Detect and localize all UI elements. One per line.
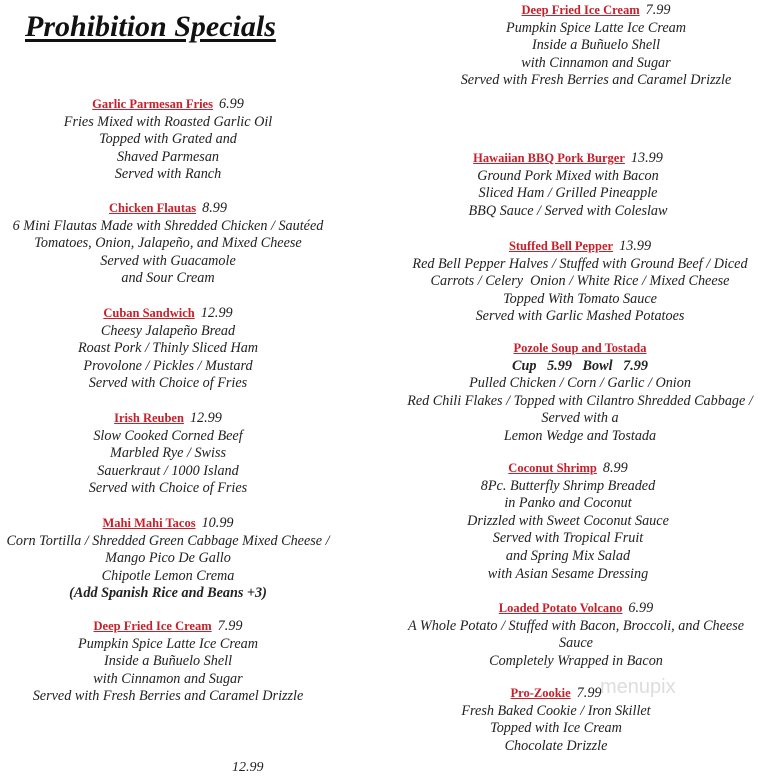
item-name: Loaded Potato Volcano [498,601,623,615]
item-description-line: Sauce [559,635,593,652]
item-description-line: Served with Ranch [114,166,222,183]
item-name: Pro-Zookie [510,686,571,700]
item-description-line: Served with Choice of Fries [88,375,248,392]
item-description-line: Provolone / Pickles / Mustard [83,357,253,374]
menu-item [467,460,669,583]
item-description-line: Sliced Ham / Grilled Pineapple [478,185,658,202]
menu-item [89,410,247,498]
cut-off-price: 12.99 [232,760,264,775]
item-description-line: Served with Fresh Berries and Caramel Drizzle [32,688,304,705]
item-description-line: Red Chili Flakes / Topped with Cilantro Shredded Cabbage / [407,392,753,409]
item-name: Cuban Sandwich [103,306,195,320]
item-description-line: Marbled Rye / Swiss [110,445,226,462]
item-name: Deep Fried Ice Cream [521,3,640,17]
item-description-line: Corn Tortilla / Shredded Green Cabbage Mixed Cheese / [6,532,330,549]
item-header [78,305,258,323]
item-price: 10.99 [201,515,234,531]
item-description-line: Chocolate Drizzle [504,737,608,754]
item-description-line: Roast Pork / Thinly Sliced Ham [77,340,259,357]
item-description-line: in Panko and Coconut [504,495,632,512]
item-note: (Add Spanish Rice and Beans +3) [69,585,267,602]
menu-item [412,238,747,326]
item-header [64,96,272,114]
item-description-line: Fresh Baked Cookie / Iron Skillet [461,702,651,719]
menu-item [64,96,272,184]
page-title: Prohibition Specials [25,10,276,43]
item-description-line: Sauerkraut / 1000 Island [97,462,239,479]
item-description-line: Tomatoes, Onion, Jalapeño, and Mixed Cheese [34,235,302,252]
item-description-line: and Spring Mix Salad [505,547,631,564]
item-header [461,2,732,20]
menu-item [407,340,753,446]
item-description-line: and Sour Cream [121,270,215,287]
item-description-line: 8Pc. Butterfly Shrimp Breaded [480,477,656,494]
item-name: Mahi Mahi Tacos [102,516,196,530]
item-description-line: A Whole Potato / Stuffed with Bacon, Broccoli, and Cheese [407,617,745,634]
watermark: menupix [600,676,676,698]
item-price: 8.99 [202,200,227,216]
item-description-line: with Asian Sesame Dressing [487,565,649,582]
item-description-line: Topped with Grated and [99,131,237,148]
item-description-line: Ground Pork Mixed with Bacon [477,167,659,184]
menu-item [461,2,732,90]
item-description-line: 6 Mini Flautas Made with Shredded Chicken / Sautéed [12,217,324,234]
item-name: Garlic Parmesan Fries [92,97,213,111]
item-price: 13.99 [619,238,652,254]
item-description-line: Chipotle Lemon Crema [101,567,235,584]
item-description-line: Inside a Buñuelo Shell [531,37,661,54]
item-description-line: Served with Choice of Fries [88,480,248,497]
item-name: Pozole Soup and Tostada [513,341,647,355]
item-description-line: Lemon Wedge and Tostada [503,427,657,444]
item-name: Deep Fried Ice Cream [93,619,212,633]
item-description-line: Served with Garlic Mashed Potatoes [475,308,685,325]
item-description-line: Served with Guacamole [100,252,236,269]
item-description-line: Carrots / Celery Onion / White Rice / Mixed Cheese [430,273,730,290]
item-description-line: Topped With Tomato Sauce [503,290,657,307]
item-name: Hawaiian BBQ Pork Burger [473,151,625,165]
menu-item [13,200,324,288]
item-price: 6.99 [628,600,654,616]
item-description-line: Fries Mixed with Roasted Garlic Oil [63,113,273,130]
item-price: 12.99 [189,410,222,426]
menu-item [469,150,668,220]
item-header [469,150,668,168]
item-description-line: Cheesy Jalapeño Bread [100,322,236,339]
item-price: 13.99 [630,150,663,166]
item-description-line: Drizzled with Sweet Coconut Sauce [467,512,669,529]
item-description-line: Pulled Chicken / Corn / Garlic / Onion [469,375,691,392]
item-price: 7.99 [645,2,671,18]
item-description-line: BBQ Sauce / Served with Coleslaw [468,202,668,219]
item-description-line: Slow Cooked Corned Beef [93,427,243,444]
item-description-line: Pumpkin Spice Latte Ice Cream [506,19,686,36]
item-description-line: with Cinnamon and Sugar [93,670,243,687]
menu-item [33,618,304,706]
item-name: Irish Reuben [114,411,184,425]
item-description-line: Served with Tropical Fruit [492,530,644,547]
item-header [89,410,247,428]
item-header [467,460,669,478]
item-name: Stuffed Bell Pepper [508,239,614,253]
item-price: 7.99 [576,685,602,701]
item-header [408,600,744,618]
item-description-line: Mango Pico De Gallo [105,550,231,567]
item-description-line: Topped with Ice Cream [490,720,622,737]
menu-item [408,600,744,670]
item-price: 6.99 [218,96,244,112]
item-description-line: Served with Fresh Berries and Caramel Drizzle [460,72,732,89]
item-description-line: Red Bell Pepper Halves / Stuffed with Ground Beef / Diced [412,255,748,272]
item-header [33,618,304,636]
item-note: Cup 5.99 Bowl 7.99 [512,357,648,374]
item-description-line: Served with a [541,410,619,427]
item-price: 12.99 [200,305,233,321]
item-description-line: Shaved Parmesan [116,148,220,165]
item-header [407,340,753,358]
item-description-line: Pumpkin Spice Latte Ice Cream [78,635,258,652]
menu-item [6,515,329,603]
item-header [412,238,747,256]
item-description-line: Completely Wrapped in Bacon [489,652,663,669]
item-header [13,200,324,218]
item-name: Chicken Flautas [108,201,197,215]
item-description-line: Inside a Buñuelo Shell [103,653,233,670]
item-price: 7.99 [217,618,243,634]
item-header [6,515,329,533]
item-price: 8.99 [602,460,628,476]
item-name: Coconut Shrimp [508,461,597,475]
item-description-line: with Cinnamon and Sugar [521,54,671,71]
menu-item [78,305,258,393]
